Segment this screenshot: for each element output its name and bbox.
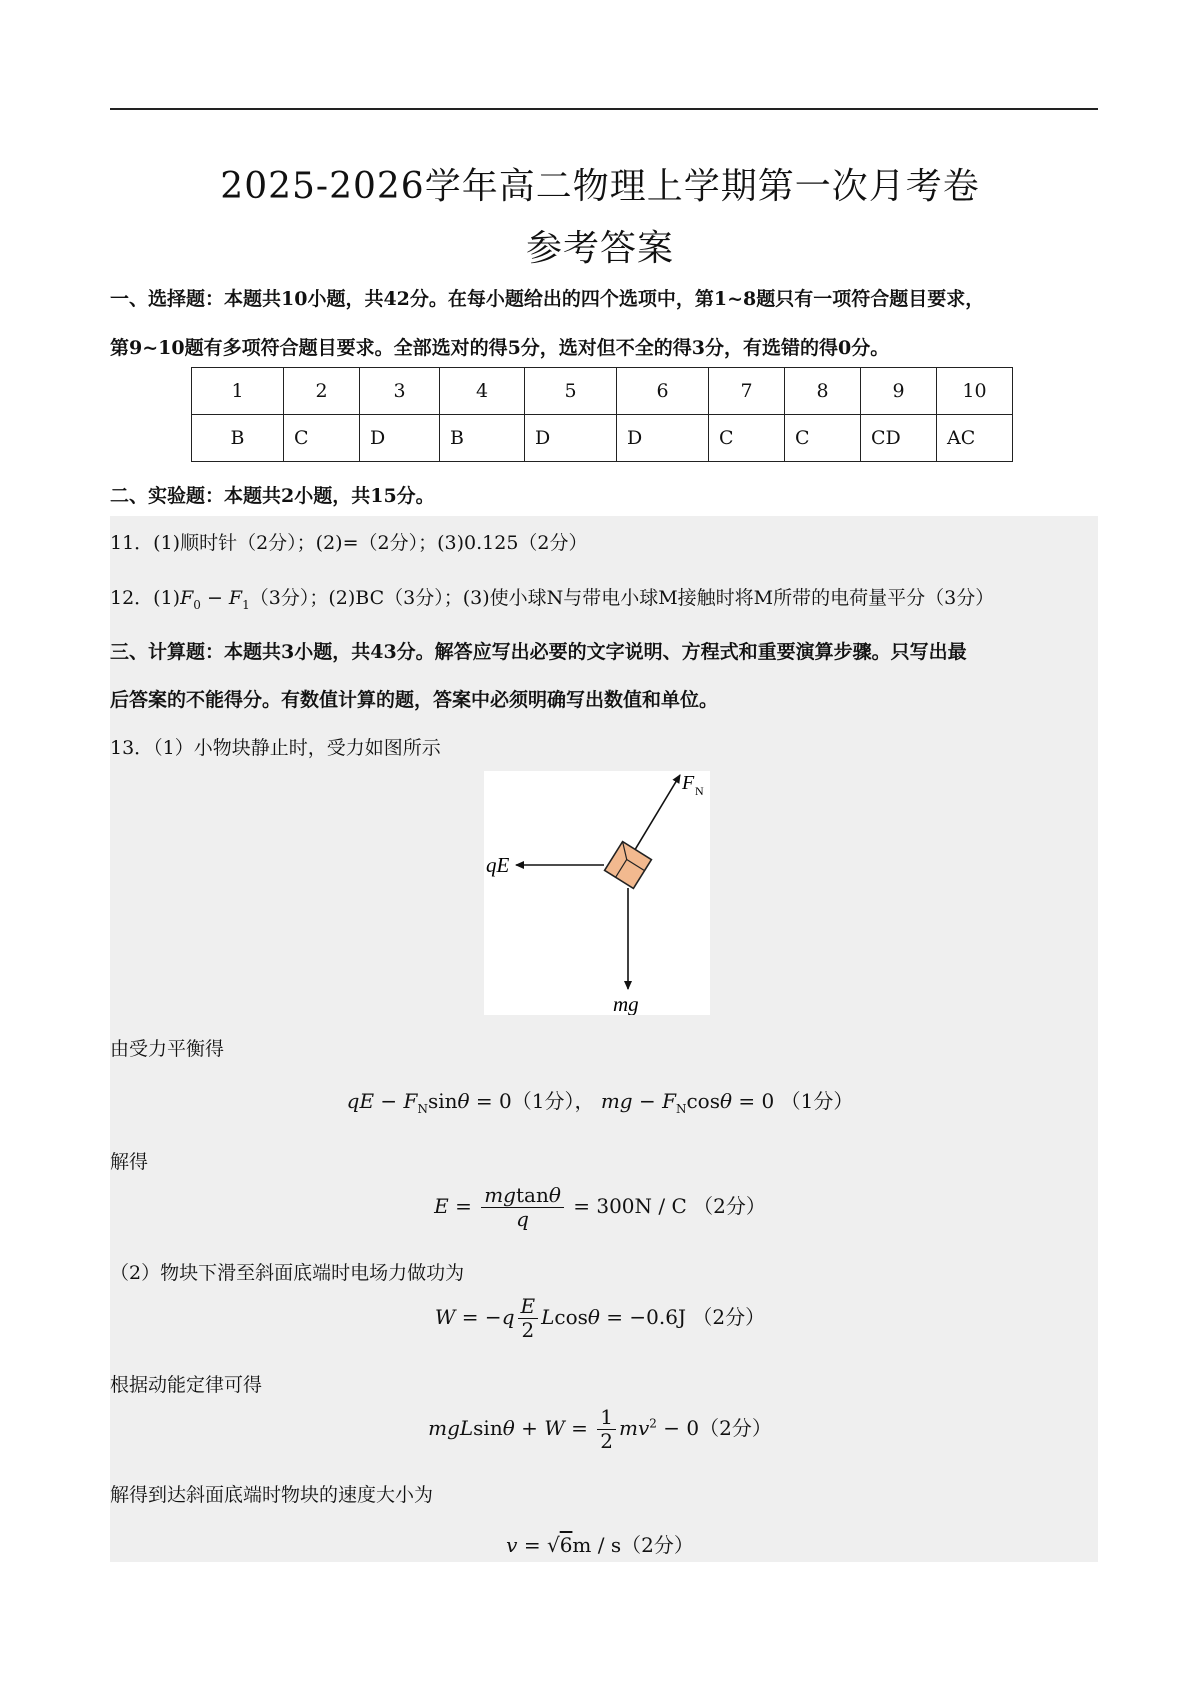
mark-label: （1分） <box>511 1089 575 1113</box>
page-subtitle: 参考答案 <box>525 228 674 269</box>
work-equation: W = −q $\frac{E}{2}$ Lcosθ = −0.6J （2分） <box>434 1294 766 1342</box>
question-number-cell: 7 <box>709 368 785 415</box>
question-number-cell: 3 <box>360 368 440 415</box>
mark-label: （1分） <box>780 1089 854 1113</box>
answer-cell: B <box>440 415 525 462</box>
qe-label: qE <box>486 853 510 877</box>
page-title: 2025-2026学年高二物理上学期第一次月考卷 <box>220 166 980 207</box>
section3-instructions-line2: 后答案的不能得分。有数值计算的题，答案中必须明确写出数值和单位。 <box>110 689 719 711</box>
fn-label: F <box>682 772 695 794</box>
q11-answer: 11．(1)顺时针（2分）；(2)=（2分）；(3)0.125（2分） <box>110 532 588 554</box>
answer-cell: B <box>192 415 284 462</box>
answer-cell: AC <box>937 415 1013 462</box>
answer-table <box>191 367 1013 462</box>
question-number-cell: 6 <box>617 368 709 415</box>
question-number-cell: 2 <box>284 368 360 415</box>
energy-equation: mgLsinθ + W = $\frac{1}{2}$ $mv^2 - 0(2$分） <box>428 1405 772 1453</box>
field-equation: E = $\frac{mgtan\theta}{q}$ = 300N / C （2分） <box>434 1183 766 1231</box>
force-diagram <box>484 771 710 1015</box>
section1-instructions-line1: 一、选择题：本题共10小题，共42分。在每小题给出的四个选项中，第1~8题只有一项符合题目要求， <box>110 288 985 310</box>
balance-text: 由受力平衡得 <box>110 1038 225 1060</box>
q12-answer: 12．$(1)F_0 - F_1(3$分）；(2)BC（3分）；(3)使小球N与带电小球M接触时将M所带的电荷量平分（3分） <box>110 587 995 612</box>
speed-equation: v = √6m / s（2分） <box>506 1533 694 1557</box>
force-diagram-svg <box>484 771 710 1015</box>
theorem-text: 根据动能定律可得 <box>110 1374 263 1396</box>
mark-label: （2分） <box>699 1416 772 1440</box>
mark-label: （2分） <box>621 1533 694 1557</box>
solve-text: 解得 <box>110 1151 149 1173</box>
answer-cell: D <box>360 415 440 462</box>
question-number-cell: 4 <box>440 368 525 415</box>
section3-instructions-line1: 三、计算题：本题共3小题，共43分。解答应写出必要的文字说明、方程式和重要演算步骤。只写出最 <box>110 641 967 663</box>
answer-table-answer-row <box>192 415 1013 462</box>
fn-subscript: N <box>695 784 704 798</box>
answer-cell: C <box>785 415 861 462</box>
part2-text: （2）物块下滑至斜面底端时电场力做功为 <box>110 1262 465 1284</box>
question-number-cell: 8 <box>785 368 861 415</box>
question-number-cell: 9 <box>861 368 937 415</box>
question-number-cell: 10 <box>937 368 1013 415</box>
balance-equation: qE − $F_N\sin\theta = 0(1$分）， mg − $F_N\cos\theta = 0$ （1分） <box>346 1089 854 1116</box>
section2-heading: 二、实验题：本题共2小题，共15分。 <box>110 485 435 507</box>
speed-text: 解得到达斜面底端时物块的速度大小为 <box>110 1484 434 1506</box>
q12-prefix: 12．(1) <box>110 587 181 609</box>
mg-label: mg <box>613 992 639 1015</box>
answer-cell: C <box>709 415 785 462</box>
answer-cell: CD <box>861 415 937 462</box>
question-number-cell: 5 <box>525 368 617 415</box>
answer-table-number-row <box>192 368 1013 415</box>
mark-label: （2分） <box>692 1305 766 1329</box>
top-rule <box>110 108 1098 110</box>
block-icon <box>605 842 652 889</box>
answer-cell: D <box>617 415 709 462</box>
answer-cell: D <box>525 415 617 462</box>
answer-cell: C <box>284 415 360 462</box>
q12-rest: （3分）；(2)BC（3分）；(3)使小球N与带电小球M接触时将M所带的电荷量平分（3分） <box>249 587 995 609</box>
section1-instructions-line2: 第9~10题有多项符合题目要求。全部选对的得5分，选对但不全的得3分，有选错的得0分。 <box>110 337 890 359</box>
mark-label: （2分） <box>693 1194 766 1218</box>
q13-intro: 13．（1）小物块静止时，受力如图所示 <box>110 737 441 759</box>
question-number-cell: 1 <box>192 368 284 415</box>
